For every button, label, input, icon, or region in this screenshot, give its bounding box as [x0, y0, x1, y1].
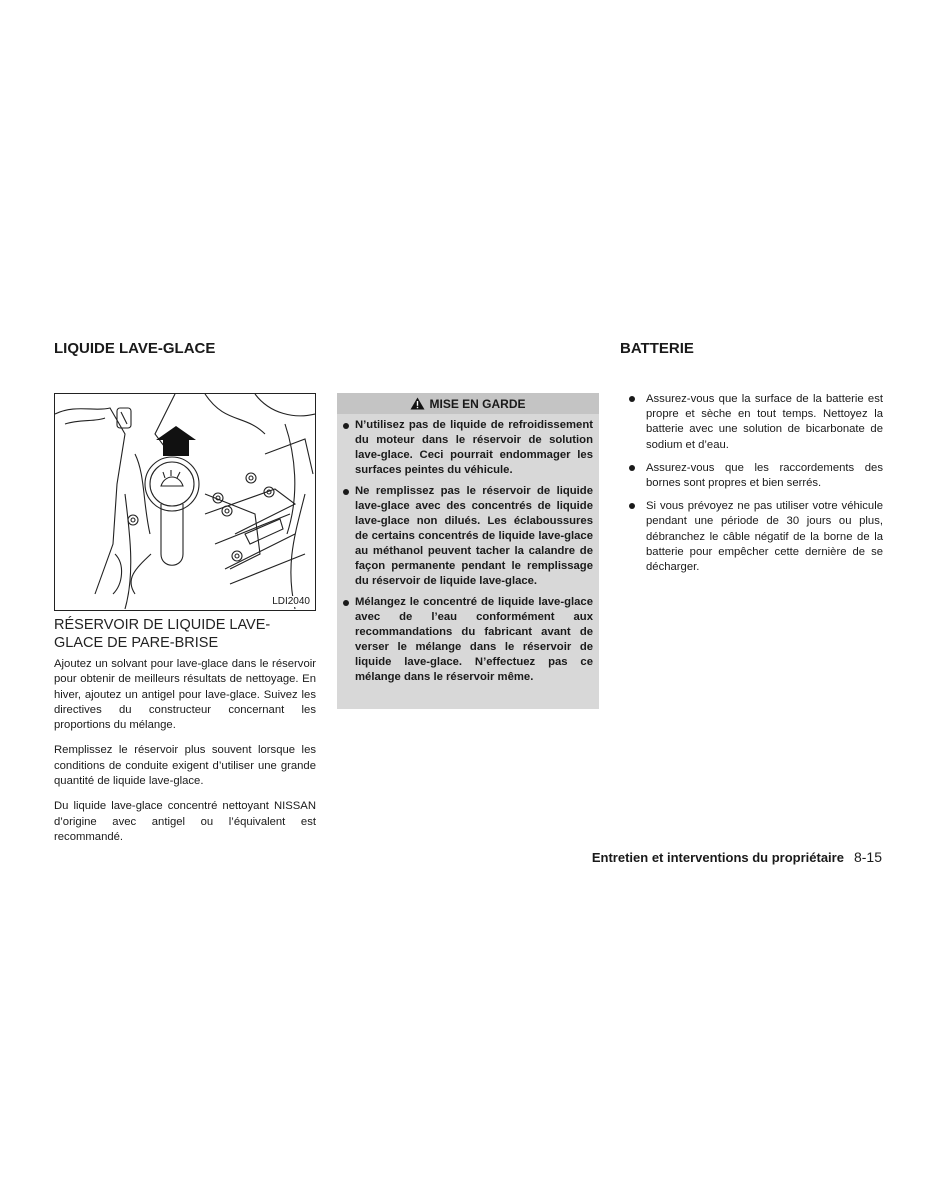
caution-item-text: Mélangez le concentré de liquide lave-glace avec de l’eau conformément aux recommandations du fabricant avant de verser le mélange dans le réservoir de liquide lave-glace. N’effectuez pas ce mélange dans le réservoir même.: [355, 596, 593, 683]
bullet-icon: [629, 503, 635, 509]
warning-triangle-icon: [410, 397, 425, 410]
footer-chapter-title: Entretien et interventions du propriétaire: [591, 850, 844, 865]
list-item-text: Si vous prévoyez ne pas utiliser votre véhicule pendant une période de 30 jours ou plus, débranchez le câble négatif de la borne de la batterie pour empêcher cette dernière de se décharger.: [646, 500, 883, 574]
left-body-text: [54, 657, 316, 855]
bullet-icon: [343, 489, 349, 495]
caution-item: [343, 418, 593, 478]
battery-list: [629, 392, 883, 583]
bullet-icon: [343, 600, 349, 606]
list-item-text: Assurez-vous que les raccordements des bornes sont propres et bien serrés.: [646, 461, 883, 490]
bullet-icon: [343, 423, 349, 429]
caution-title: MISE EN GARDE: [429, 396, 526, 411]
caution-header: [337, 393, 599, 414]
washer-reservoir-illustration: [55, 394, 315, 610]
list-item: [629, 392, 883, 453]
page-footer: [500, 849, 882, 865]
caution-box: [337, 393, 599, 709]
bullet-icon: [629, 396, 635, 402]
caution-item-text: N’utilisez pas de liquide de refroidissement du moteur dans le réservoir de solution lave-glace. Ceci pourrait endommager les surfaces peintes du véhicule.: [355, 419, 593, 476]
caution-item: [343, 595, 593, 685]
caution-item: [343, 484, 593, 589]
caution-list: [337, 414, 599, 685]
page-number: 8-15: [853, 849, 882, 865]
section-heading-battery: BATTERIE: [620, 340, 694, 357]
paragraph: Du liquide lave-glace concentré nettoyant NISSAN d’origine avec antigel ou l’équivalent est recommandé.: [54, 800, 316, 843]
list-item: [629, 499, 883, 575]
paragraph: Remplissez le réservoir plus souvent lorsque les conditions de conduite exigent d’utiliser une grande quantité de liquide lave-glace.: [54, 744, 316, 788]
list-item: [629, 461, 883, 491]
subheading-reservoir: RÉSERVOIR DE LIQUIDE LAVE-GLACE DE PARE-BRISE: [54, 617, 271, 651]
washer-reservoir-figure: [54, 393, 316, 611]
list-item-text: Assurez-vous que la surface de la batterie est propre et sèche en tout temps. Nettoyez la batterie avec une solution de bicarbonate de sodium et d’eau.: [646, 393, 883, 451]
bullet-icon: [629, 465, 635, 471]
figure-code: LDI2040: [272, 596, 310, 607]
paragraph: Ajoutez un solvant pour lave-glace dans le réservoir pour obtenir de meilleurs résultats de nettoyage. En hiver, ajoutez un antigel pour lave-glace. Suivez les directives du constructeur concernant les proportions du mélange.: [54, 658, 316, 732]
section-heading-washer-fluid: LIQUIDE LAVE-GLACE: [54, 340, 216, 357]
caution-item-text: Ne remplissez pas le réservoir de liquide lave-glace avec des concentrés de liquide lave-glace non dilués. Les éclaboussures de certains concentrés de liquide lave-glace au méthanol peuvent tacher la calandre de façon permanente pendant le remplissage du réservoir de liquide lave-glace.: [355, 485, 593, 587]
